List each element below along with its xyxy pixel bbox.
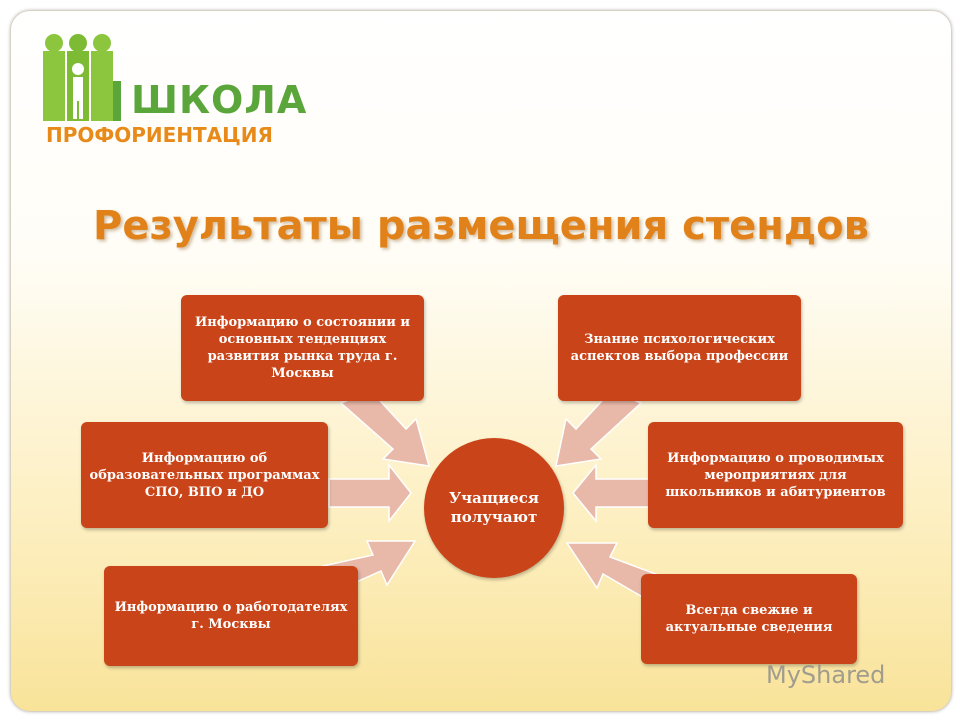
arrow-mid-right bbox=[573, 465, 651, 521]
logo-title: ШКОЛА bbox=[131, 78, 308, 122]
box-labor-market: Информацию о состоянии и основных тенденциях развития рынка труда г. Москвы bbox=[181, 295, 424, 401]
slide-title: Результаты размещения стендов bbox=[93, 203, 869, 249]
arrow-top-right bbox=[556, 391, 641, 466]
box-education-programs: Информацию об образовательных программах СПО, ВПО и ДО bbox=[81, 422, 328, 528]
watermark-myshared: MyShared bbox=[766, 661, 886, 689]
box-psychology: Знание психологических аспектов выбора профессии bbox=[558, 295, 801, 401]
arrow-top-left bbox=[341, 391, 429, 466]
center-circle-students: Учащиеся получают bbox=[424, 438, 564, 578]
box-fresh-info: Всегда свежие и актуальные сведения bbox=[641, 574, 857, 664]
arrow-mid-left bbox=[329, 465, 411, 521]
logo-subtitle: ПРОФОРИЕНТАЦИЯ bbox=[46, 123, 273, 147]
box-events: Информацию о проводимых мероприятиях для школьников и абитуриентов bbox=[648, 422, 903, 528]
box-employers: Информацию о работодателях г. Москвы bbox=[104, 566, 358, 666]
slide bbox=[10, 10, 952, 712]
